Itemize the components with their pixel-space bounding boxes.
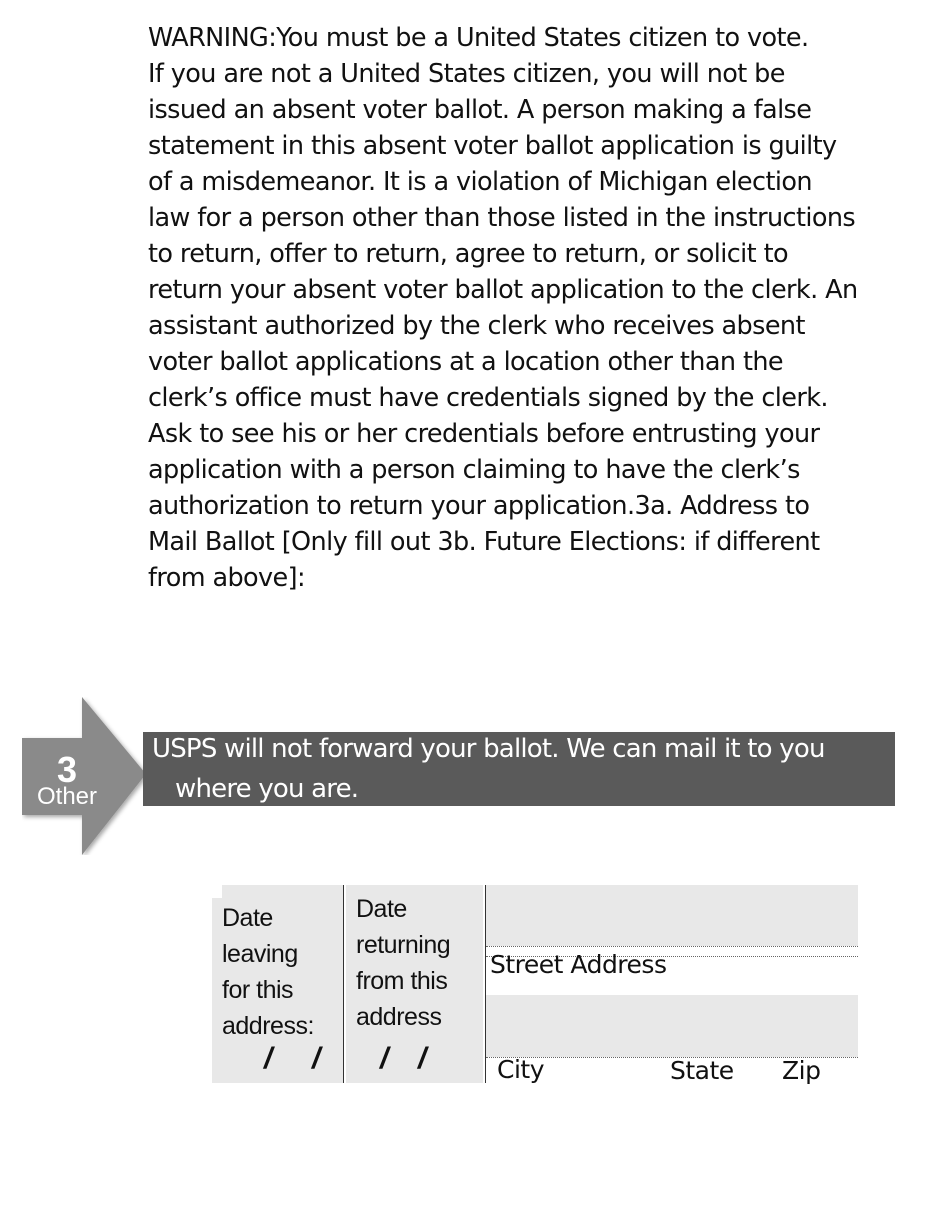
label-line: address: [222,1012,314,1040]
state-label: State [670,1056,734,1085]
banner-line-1: USPS will not forward your ballot. We can mail it to you [152,734,825,764]
date-separator: / [312,1042,321,1075]
street-address-field[interactable] [486,885,858,946]
usps-notice-banner [143,732,895,806]
warning-line: application with a person claiming to have the clerk’s [148,455,800,485]
date-separator: / [418,1042,427,1075]
date-leaving-field[interactable] [212,1040,343,1083]
warning-line: Mail Ballot [Only fill out 3b. Future Elections: if different [148,527,820,557]
section-number: 3 [56,749,78,790]
label-line: address [356,1003,442,1031]
warning-line: return your absent voter ballot application to the clerk. An [148,275,858,305]
label-line: Date [356,895,407,923]
warning-text [148,20,858,596]
warning-line: statement in this absent voter ballot application is guilty [148,131,837,161]
warning-line: voter ballot applications at a location other than the [148,347,783,377]
city-state-zip-field[interactable] [486,995,858,1057]
warning-line: issued an absent voter ballot. A person making a false [148,95,812,125]
warning-line: assistant authorized by the clerk who receives absent [148,311,805,341]
date-separator: / [264,1042,273,1075]
label-line: from this [356,967,448,995]
date-separator: / [380,1042,389,1075]
banner-line-2: where you are. [175,774,359,804]
section-label: Other [36,783,98,810]
column-divider [343,885,344,1083]
dotted-line [486,946,858,947]
warning-line: Ask to see his or her credentials before entrusting your [148,419,820,449]
warning-line: to return, offer to return, agree to return, or solicit to [148,239,788,269]
warning-line: authorization to return your application.3a. Address to [148,491,810,521]
warning-line: If you are not a United States citizen, you will not be [148,59,785,89]
label-line: Date [222,904,273,932]
label-line: returning [356,931,451,959]
warning-line: of a misdemeanor. It is a violation of Michigan election [148,167,812,197]
zip-label: Zip [782,1056,821,1085]
label-line: leaving [222,940,298,968]
date-returning-field[interactable] [346,1040,483,1083]
label-line: for this [222,976,294,1004]
warning-line: clerk’s office must have credentials signed by the clerk. [148,383,828,413]
warning-line: from above]: [148,563,305,593]
warning-line: law for a person other than those listed in the instructions [148,203,856,233]
city-label: City [497,1055,544,1084]
warning-line: WARNING:You must be a United States citizen to vote. [148,23,809,53]
street-address-label: Street Address [490,950,667,979]
